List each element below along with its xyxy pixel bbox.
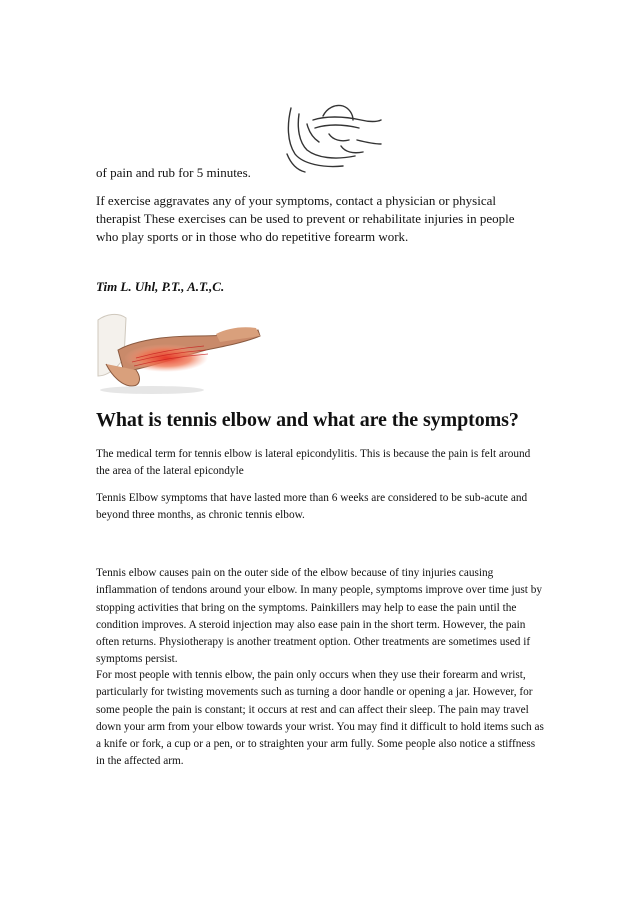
intro-text: of pain and rub for 5 minutes. xyxy=(96,165,251,180)
elbow-pain-illustration xyxy=(96,306,266,396)
author-signature: Tim L. Uhl, P.T., A.T.,C. xyxy=(96,279,225,294)
causes-treatment-paragraph: Tennis elbow causes pain on the outer side of the elbow because of tiny injuries causing inflammation of tendons around your elbow. In many people, symptoms improve over time just by stopping activities that bring on the symptoms. Painkillers may help to ease the pain until the condition improves. A steroid injection may also ease pain in the short term. However, the pain often returns. Physiotherapy is another treatment option. Other treatments are sometimes used if symptoms persist. xyxy=(96,567,543,666)
medical-term-paragraph: The medical term for tennis elbow is lateral epicondylitis. This is because the pain is felt around the area of the lateral epicondyle xyxy=(96,448,531,478)
symptom-duration-paragraph: Tennis Elbow symptoms that have lasted more than 6 weeks are considered to be sub-acute and beyond three months, as chronic tennis elbow. xyxy=(96,492,528,522)
massage-illustration xyxy=(283,94,383,174)
exercise-warning-paragraph: If exercise aggravates any of your symptoms, contact a physician or physical therapist These exercises can be used to prevent or rehabilitate injuries in people who play sports or in those who do repetitive forearm work. xyxy=(96,193,515,244)
section-heading: What is tennis elbow and what are the symptoms? xyxy=(96,409,519,431)
pain-description-paragraph: For most people with tennis elbow, the pain only occurs when they use their forearm and wrist, particularly for twisting movements such as turning a door handle or opening a jar. However, for some people the pain is constant; it occurs at rest and can affect their sleep. The pain may travel down your arm from your elbow towards your wrist. You may find it difficult to hold items such as a knife or fork, a cup or a pen, or to straighten your arm fully. Some people also notice a stiffness in the affected arm. xyxy=(96,669,544,768)
